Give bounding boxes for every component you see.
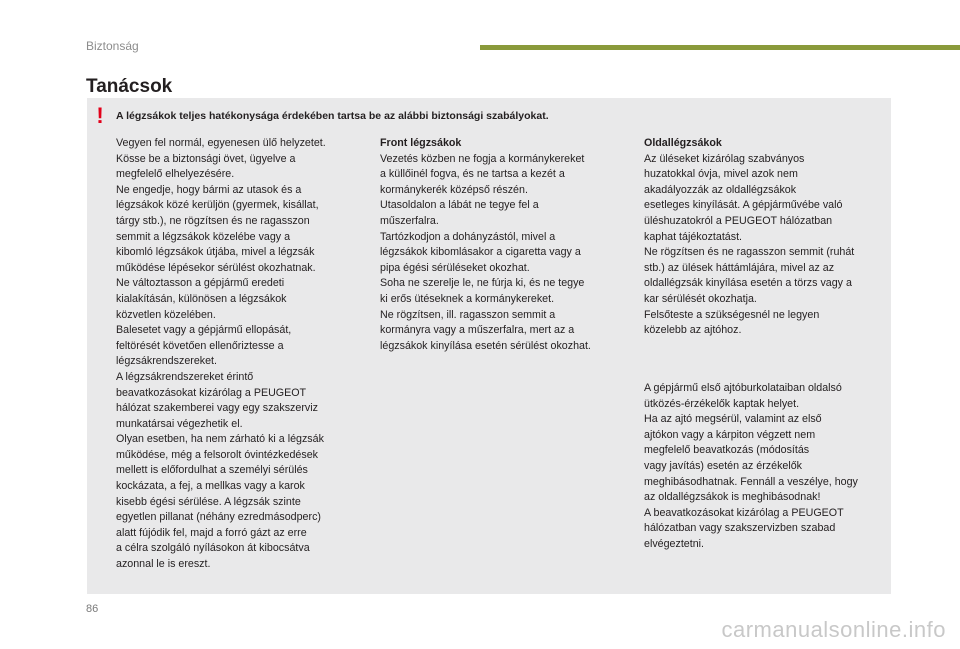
- column-front-lines: [380, 152, 591, 355]
- text-line: Utasoldalon a lábát ne tegye fel a: [380, 199, 539, 212]
- text-line: Vezetés közben ne fogja a kormánykereket: [380, 152, 585, 165]
- text-line: kisebb égési sérülése. A légzsák szinte: [116, 495, 301, 508]
- text-line: kormányra vagy a műszerfalra, mert az a: [380, 324, 575, 337]
- text-line: Ne változtasson a gépjármű eredeti: [116, 277, 285, 290]
- text-line: semmit a légzsákok közelébe vagy a: [116, 230, 291, 243]
- text-line: üléshuzatokról a PEUGEOT hálózatban: [644, 214, 833, 227]
- text-line: légzsákok közé kerüljön (gyermek, kisállat,: [116, 199, 319, 212]
- text-line: Ha az ajtó megsérül, valamint az első: [644, 413, 822, 426]
- front-airbags-heading: Front légzsákok: [380, 137, 462, 149]
- text-line: A gépjármű első ajtóburkolataiban oldalsó: [644, 382, 842, 394]
- text-line: közvetlen közelében.: [116, 308, 216, 321]
- header-accent-bar: [480, 45, 960, 50]
- text-line: Felsőteste a szükségesnél ne legyen: [644, 308, 820, 321]
- text-line: Kösse be a biztonsági övet, ügyelve a: [116, 152, 296, 165]
- text-line: Az üléseket kizárólag szabványos: [644, 152, 805, 165]
- text-line: kar sérülését okozhatja.: [644, 292, 757, 305]
- text-line: megfelelő elhelyezésére.: [116, 168, 235, 181]
- column-side-lines: [644, 152, 854, 339]
- text-line: Tartózkodjon a dohányzástól, mivel a: [380, 230, 556, 243]
- text-line: Vegyen fel normál, egyenesen ülő helyzetet.: [116, 137, 326, 149]
- text-line: feltörését követően ellenőriztesse a: [116, 339, 284, 352]
- text-line: kibomló légzsákok útjába, mivel a légzsák: [116, 246, 315, 259]
- text-line: stb.) az ülések háttámlájára, mivel az az: [644, 261, 835, 274]
- text-line: azonnal le is ereszt.: [116, 558, 211, 571]
- text-line: ajtókon vagy a kárpiton végzett nem: [644, 428, 816, 441]
- text-line: mellett is előfordulhat a személyi sérülés: [116, 464, 308, 477]
- text-line: a küllőinél fogva, és ne tartsa a kezét a: [380, 168, 565, 181]
- watermark: carmanualsonline.info: [721, 617, 946, 642]
- text-line: alatt fújódik fel, majd a forró gázt az erre: [116, 526, 307, 539]
- text-line: vagy javítás) esetén az érzékelők: [644, 459, 803, 472]
- text-line: elvégeztetni.: [644, 537, 705, 550]
- text-line: légzsákok kibomlásakor a cigaretta vagy a: [380, 246, 581, 259]
- column-side-airbags: [644, 136, 854, 339]
- text-line: esetleges kinyílását. A gépjárművébe való: [644, 199, 843, 212]
- warning-text: A légzsákok teljes hatékonysága érdekében tartsa be az alábbi biztonsági szabályokat.: [116, 110, 549, 122]
- text-line: Ne rögzítsen és ne ragasszon semmit (ruhát: [644, 246, 855, 259]
- text-line: megfelelő beavatkozás (módosítás: [644, 444, 810, 457]
- text-line: tárgy stb.), ne rögzítsen és ne ragasszon: [116, 214, 310, 227]
- text-line: kormánykerék középső részén.: [380, 183, 528, 196]
- text-line: egyetlen pillanat (néhány ezredmásodperc): [116, 511, 321, 524]
- page-number: 86: [86, 603, 99, 615]
- text-line: műszerfalra.: [380, 214, 439, 227]
- text-line: meghibásodhatnak. Fennáll a veszélye, hogy: [644, 475, 858, 488]
- text-line: az oldallégzsákok is meghibásodnak!: [644, 491, 821, 504]
- text-line: légzsákok kinyílása esetén sérülést okozhat.: [380, 339, 591, 352]
- text-line: oldallégzsák kinyílása esetén a törzs vagy a: [644, 277, 852, 290]
- text-line: működése lépésekor sérülést okozhatnak.: [116, 261, 316, 274]
- section-label: Biztonság: [86, 39, 139, 53]
- text-line: hálózat szakemberei vagy egy szakszerviz: [116, 402, 318, 415]
- column-front-airbags: [380, 136, 591, 354]
- text-line: közelebb az ajtóhoz.: [644, 324, 742, 337]
- text-line: kialakításán, különösen a légzsákok: [116, 292, 287, 305]
- text-line: a célra szolgáló nyílásokon át kibocsátva: [116, 542, 310, 555]
- text-line: Olyan esetben, ha nem zárható ki a légzsák: [116, 433, 324, 446]
- text-line: A légzsákrendszereket érintő: [116, 370, 254, 383]
- page-title: Tanácsok: [86, 76, 173, 97]
- column-side-sensors: [644, 381, 858, 553]
- text-line: ütközés-érzékelők kaptak helyet.: [644, 397, 800, 410]
- text-line: kaphat tájékoztatást.: [644, 230, 743, 243]
- text-line: Ne rögzítsen, ill. ragasszon semmit a: [380, 308, 556, 321]
- text-line: Balesetet vagy a gépjármű ellopását,: [116, 324, 292, 337]
- text-line: Ne engedje, hogy bármi az utasok és a: [116, 183, 302, 196]
- side-airbags-heading: Oldallégzsákok: [644, 137, 722, 149]
- text-line: működése, még a felsorolt óvintézkedések: [116, 448, 318, 461]
- text-line: kockázata, a fej, a mellkas vagy a karok: [116, 480, 305, 493]
- text-line: beavatkozásokat kizárólag a PEUGEOT: [116, 386, 307, 399]
- text-line: légzsákrendszereket.: [116, 355, 217, 368]
- column-general-lines: [116, 136, 326, 573]
- column-sensor-lines: [644, 381, 858, 553]
- text-line: A beavatkozásokat kizárólag a PEUGEOT: [644, 506, 844, 519]
- text-line: ki erős ütéseknek a kormánykereket.: [380, 292, 555, 305]
- text-line: munkatársai végezhetik el.: [116, 417, 243, 430]
- text-line: huzatokkal óvja, mivel azok nem: [644, 168, 798, 181]
- text-line: pipa égési sérüléseket okozhat.: [380, 261, 530, 274]
- text-line: akadályozzák az oldallégzsákok: [644, 183, 797, 196]
- text-line: Soha ne szerelje le, ne fúrja ki, és ne tegye: [380, 277, 585, 290]
- text-line: hálózatban vagy szakszervizben szabad: [644, 522, 836, 535]
- column-general: [116, 136, 326, 573]
- warning-exclamation-icon: !: [96, 103, 104, 128]
